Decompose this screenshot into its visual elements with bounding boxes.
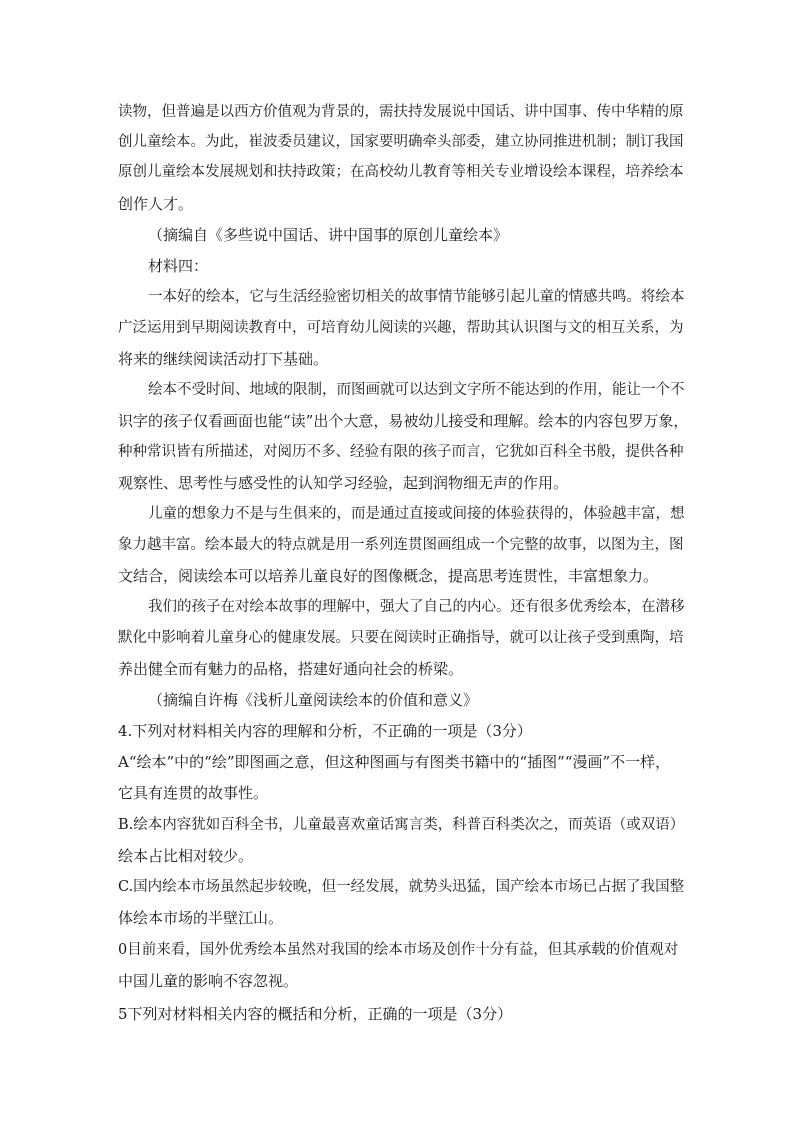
text-line: 识字的孩子仅看画面也能“读”出个大意，易被幼儿接受和理解。绘本的内容包罗万象，: [118, 412, 689, 430]
text-line: 绘本不受时间、地域的限制，而图画就可以达到文字所不能达到的作用，能让一个不: [148, 382, 685, 398]
question-4: 4.下列对材料相关内容的理解和分析，不正确的一项是（3分）: [118, 722, 532, 740]
option-d: 0目前来看，国外优秀绘本虽然对我国的绘本市场及创作十分有益，但其承载的价值观对: [118, 942, 679, 958]
source-citation: （摘编自《多些说中国话、讲中国事的原创儿童绘本》: [148, 226, 509, 244]
option-c-continued: 体绘本市场的半壁江山。: [118, 909, 284, 927]
text-line: 原创儿童绘本发展规划和扶持政策；在高校幼儿教育等相关专业增设绘本课程，培养绘本: [118, 164, 684, 180]
option-a-continued: 它具有连贯的故事性。: [118, 784, 269, 802]
text-line: 默化中影响着儿童身心的健康发展。只要在阅读时正确指导，就可以让孩子受到熏陶，培: [118, 630, 684, 646]
option-c: C.国内绘本市场虽然起步较晚，但一经发展，就势头迅猛，国产绘本市场已占据了我国整: [118, 879, 685, 895]
text-line: 种种常识皆有所描述，对阅历不多、经验有限的孩子而言，它犹如百科全书般，提供各种: [118, 444, 684, 460]
text-line: 观察性、思考性与感受性的认知学习经验，起到润物细无声的作用。: [118, 474, 569, 492]
option-d-continued: 中国儿童的影响不容忽视。: [118, 972, 299, 990]
text-line: 将来的继续阅读活动打下基础。: [118, 350, 329, 368]
text-line: 读物，但普遍是以西方价值观为背景的，需扶持发展说中国话、讲中国事、传中华精的原: [118, 104, 684, 120]
text-line: 养出健全而有魅力的品格，搭建好通向社会的桥梁。: [118, 660, 464, 678]
text-line: 我们的孩子在对绘本故事的理解中，强大了自己的内心。还有很多优秀绘本，在潜移: [148, 599, 685, 615]
text-line: 文结合，阅读绘本可以培养儿童良好的图像概念，提高思考连贯性，丰富想象力。: [118, 567, 659, 585]
option-b-continued: 绘本占比相对较少。: [118, 847, 254, 865]
source-citation: （摘编自许梅《浅析儿童阅读绘本的价值和意义》: [148, 691, 479, 709]
section-heading: 材料四：: [148, 257, 209, 275]
text-line: 广泛运用到早期阅读教育中，可培育幼儿阅读的兴趣，帮助其认识图与文的相互关系，为: [118, 320, 684, 336]
text-line: 创作人才。: [118, 195, 194, 213]
text-line: 象力越丰富。绘本最大的特点就是用一系列连贯图画组成一个完整的故事，以图为主，图: [118, 537, 684, 553]
text-line: 一本好的绘本，它与生活经验密切相关的故事情节能够引起儿童的情感共鸣。将绘本: [148, 289, 685, 305]
question-5: 5下列对材料相关内容的概括和分析，正确的一项是（3分）: [118, 1005, 513, 1023]
option-b: B.绘本内容犹如百科全书，儿童最喜欢童话寓言类，科普百科类次之，而英语（或双语）: [118, 817, 685, 833]
text-line: 儿童的想象力不是与生俱来的，而是通过直接或间接的体验获得的，体验越丰富，想: [148, 506, 685, 522]
text-line: 创儿童绘本。为此，崔波委员建议，国家要明确牵头部委，建立协同推进机制；制订我国: [118, 134, 684, 150]
option-a: A“绘本”中的“绘”即图画之意，但这种图画与有图类书籍中的“插图”“漫画”不一样，: [118, 753, 671, 771]
